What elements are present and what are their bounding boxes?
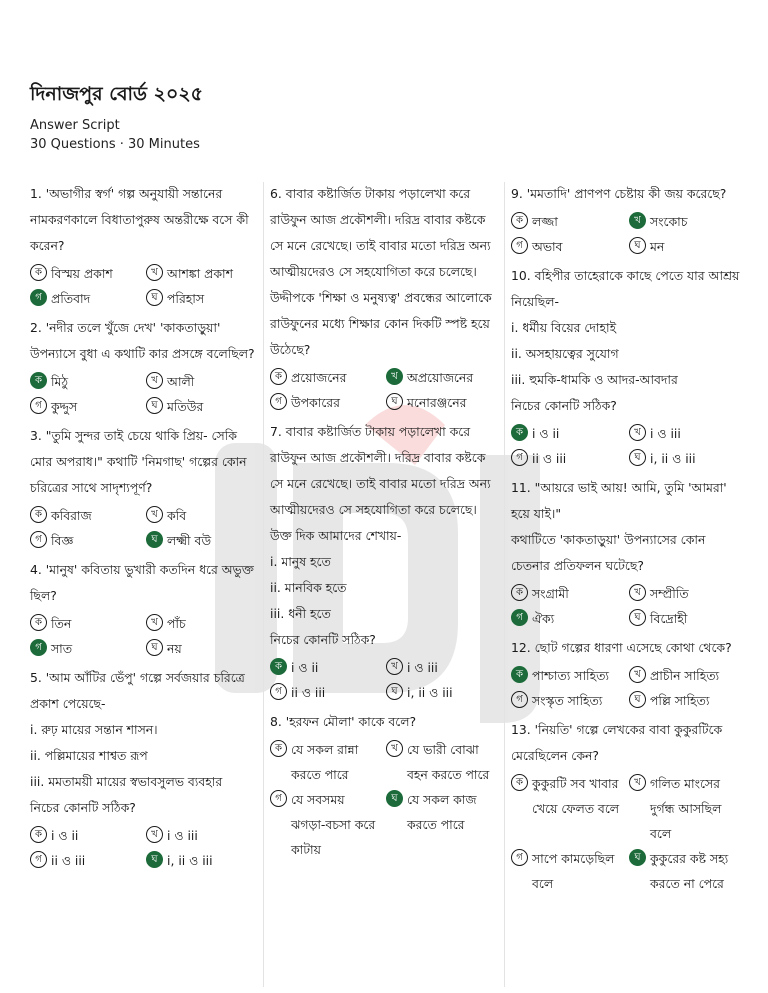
option-correct [629,846,743,896]
question-block [511,181,743,259]
option-badge: খ [146,826,163,843]
option-text: i, ii ও iii [407,685,453,700]
correct-answer-badge: ঘ [146,531,163,548]
correct-answer-badge: গ [511,609,528,626]
option-badge: ক [511,584,528,601]
page-title: দিনাজপুর বোর্ড ২০২৫ [30,83,204,105]
option-badge: গ [511,691,528,708]
option [30,528,142,553]
correct-answer-badge: খ [629,212,646,229]
option-text: ঐক্য [532,611,555,626]
option-text: অভাব [532,239,563,254]
option-text: ii ও iii [291,685,326,700]
option-text: লজ্জা [532,214,558,229]
option-badge: খ [629,424,646,441]
question-block [30,665,258,873]
option-text: i ও iii [407,660,438,675]
question-statement: উক্ত দিক আমাদের শেখায়- [270,528,402,543]
option-list [30,261,258,311]
option-correct [30,636,142,661]
option-badge: ক [30,264,47,281]
page-header [30,80,203,154]
option-list [511,581,743,631]
option-list [270,365,498,415]
option [270,680,382,705]
option-text: কুকুরটি সব খাবার খেয়ে ফেলত বলে [532,776,620,816]
option [629,234,743,259]
column-divider [504,182,505,987]
option [146,823,258,848]
question-statement: কথাটিতে 'কাকতাড়ুয়া' উপন্যাসের কোন চেতনার প্রতিফলন ঘটেছে? [511,532,706,573]
option-text: মনোরঞ্জনের [407,395,467,410]
question-statement: ii. অসহায়ত্বের সুযোগ [511,346,619,361]
option-correct [386,787,498,862]
option [146,369,258,394]
option-text: মিঠু [51,374,69,389]
question-block [30,557,258,661]
option-correct [511,606,625,631]
correct-answer-badge: ক [511,424,528,441]
option-text: প্রয়োজনের [291,370,347,385]
option-text: গলিত মাংসের দুর্গন্ধ আসছিল বলে [650,776,722,841]
option-text: i ও iii [650,426,681,441]
option-correct [511,421,625,446]
option-badge: গ [270,790,287,807]
question-text: 8. 'হরফন মৌলা' কাকে বলে? [270,714,417,729]
option-correct [386,365,498,390]
question-text: 10. বহিপীর তাহেরাকে কাছে পেতে যার আশ্রয় নিয়েছিল- [511,268,740,309]
option-badge: ক [270,740,287,757]
option [146,636,258,661]
question-text: 4. 'মানুষ' কবিতায় ভুখারী কতদিন ধরে অভুক্ত ছিল? [30,562,254,603]
option-text: i ও iii [167,828,198,843]
option-text: অপ্রয়োজনের [407,370,474,385]
option-text: ii ও iii [532,451,567,466]
option [386,390,498,415]
option [270,737,382,787]
option-text: যে সকল কাজ করতে পারে [407,792,477,832]
option-text: পল্লি সাহিত্য [650,693,710,708]
option-text: পাঁচ [167,616,186,631]
option-badge: ক [511,212,528,229]
question-statement: i. রুঢ় মায়ের সন্তান শাসন। [30,722,158,737]
question-statement: i. মানুষ হতে [270,554,331,569]
option-badge: ঘ [629,609,646,626]
option-badge: ঘ [146,639,163,656]
option-text: বিজ্ঞ [51,533,74,548]
option-list [511,209,743,259]
option [146,611,258,636]
question-statement: নিচের কোনটি সঠিক? [30,800,136,815]
option-badge: ঘ [629,691,646,708]
option [146,286,258,311]
option [386,737,498,787]
correct-answer-badge: গ [30,639,47,656]
question-text: 6. বাবার কষ্টার্জিত টাকায় পড়ালেখা করে রাউফুন আজ প্রকৌশলী। দরিদ্র বাবার কষ্টকে সে মনে রেখেছে। তাই বাবার মতো দরিদ্র অন্য আত্মীয়দেরও সে সহযোগিতা করে চলেছে। [270,186,491,279]
option-text: i, ii ও iii [167,853,213,868]
option [30,261,142,286]
question-text: 12. ছোট গল্পের ধারণা এসেছে কোথা থেকে? [511,640,732,655]
option-text: প্রতিবাদ [51,291,91,306]
correct-answer-badge: ঘ [146,851,163,868]
option-badge: খ [146,372,163,389]
option [270,787,382,862]
option [30,394,142,419]
option-text: ii ও iii [51,853,86,868]
option [270,365,382,390]
correct-answer-badge: ক [511,666,528,683]
option-badge: ক [30,826,47,843]
option-text: মতিউর [167,399,204,414]
option-text: মন [650,239,665,254]
option-badge: ঘ [629,449,646,466]
option-correct [30,286,142,311]
option [511,688,625,713]
option-badge: খ [146,614,163,631]
option-correct [146,848,258,873]
option-text: প্রাচীন সাহিত্য [650,668,720,683]
option-badge: খ [629,666,646,683]
option-correct [629,209,743,234]
option-badge: ক [270,368,287,385]
option-correct [511,663,625,688]
option-badge: গ [511,849,528,866]
option-badge: খ [629,774,646,791]
option [629,688,743,713]
option-badge: ক [511,774,528,791]
option-correct [146,528,258,553]
option-list [270,655,498,705]
option-text: আশঙ্কা প্রকাশ [167,266,233,281]
option-text: সংগ্রামী [532,586,569,601]
option-badge: গ [30,397,47,414]
option-badge: ক [30,614,47,631]
option-badge: গ [30,851,47,868]
question-text: 2. 'নদীর তলে খুঁজে দেখ' 'কাকতাড়ুয়া' উপন্যাসে বুধা এ কথাটি কার প্রসঙ্গে বলেছিল? [30,320,255,361]
option-badge: খ [386,658,403,675]
question-statement: iii. মমতাময়ী মায়ের স্বভাবসুলভ ব্যবহার [30,774,223,789]
question-statement: i. ধর্মীয় বিয়ের দোহাই [511,320,617,335]
option-list [511,771,743,896]
question-text: 7. বাবার কষ্টার্জিত টাকায় পড়ালেখা করে রাউফুন আজ প্রকৌশলী। দরিদ্র বাবার কষ্টকে সে মনে রেখেছে। তাই বাবার মতো দরিদ্র অন্য আত্মীয়দেরও সে সহযোগিতা করে চলেছে। [270,424,491,517]
option-list [511,663,743,713]
option-text: সম্প্রীতি [650,586,689,601]
option-text: সাত [51,641,73,656]
option-badge: ঘ [146,289,163,306]
question-text: 5. 'আম আঁটির ভেঁপু' গল্পে সর্বজয়ার চরিত্রে প্রকাশ পেয়েছে- [30,670,245,711]
question-block [270,419,498,705]
option-badge: খ [386,740,403,757]
question-statement: ii. পল্লিমায়ের শাশ্বত রূপ [30,748,148,763]
option-badge: গ [270,683,287,700]
option-text: i ও ii [532,426,560,441]
option [146,261,258,286]
option-badge: গ [270,393,287,410]
option-text: i, ii ও iii [650,451,696,466]
option [511,771,625,846]
option-text: পরিহাস [167,291,205,306]
option-text: লক্ষ্মী বউ [167,533,212,548]
option [146,503,258,528]
question-block [30,423,258,553]
option [146,394,258,419]
option-text: কুদ্দুস [51,399,78,414]
question-statement: ii. মানবিক হতে [270,580,347,595]
option-correct [30,369,142,394]
correct-answer-badge: ক [270,658,287,675]
option-text: তিন [51,616,72,631]
option-text: বিস্ময় প্রকাশ [51,266,113,281]
option [511,581,625,606]
option-text: কবি [167,508,187,523]
option-text: যে সকল রান্না করতে পারে [291,742,359,782]
option-list [30,823,258,873]
option-text: যে সবসময় ঝগড়া-বচসা করে কাটায় [291,792,376,857]
question-statement: iii. ধনী হতে [270,606,331,621]
question-block [511,263,743,471]
correct-answer-badge: ঘ [386,790,403,807]
page-subtitle: Answer Script [30,118,120,133]
option-badge: গ [511,237,528,254]
question-text: 3. "তুমি সুন্দর তাই চেয়ে থাকি প্রিয়- সেকি মোর অপরাধ।" কথাটি 'নিমগাছ' গল্পের কোন চরিত্রের সাথে সাদৃশ্যপূর্ণ? [30,428,247,495]
question-text: 13. 'নিয়তি' গল্পে লেখকের বাবা কুকুরটিকে মেরেছিলেন কেন? [511,722,723,763]
option-text: i ও ii [51,828,79,843]
option-badge: ক [30,506,47,523]
option [386,655,498,680]
option-list [511,421,743,471]
option [629,581,743,606]
option [30,503,142,528]
option-correct [270,655,382,680]
option [30,611,142,636]
option [270,390,382,415]
option [511,446,625,471]
option-badge: খ [146,264,163,281]
option-text: সংস্কৃত সাহিত্য [532,693,603,708]
option-badge: খ [146,506,163,523]
option-badge: খ [629,584,646,601]
option-list [270,737,498,862]
question-block [30,315,258,419]
option-badge: ঘ [386,683,403,700]
option [511,234,625,259]
option-list [30,369,258,419]
option-list [30,503,258,553]
option [511,846,625,896]
question-statement: নিচের কোনটি সঠিক? [511,398,617,413]
correct-answer-badge: খ [386,368,403,385]
option-text: পাশ্চাত্য সাহিত্য [532,668,609,683]
option-text: i ও ii [291,660,319,675]
question-text: 1. 'অভাগীর স্বর্গ' গল্প অনুযায়ী সন্তানের নামকরণকালে বিধাতাপুরুষ অন্তরীক্ষে বসে কী করেন? [30,186,249,253]
question-statement: নিচের কোনটি সঠিক? [270,632,376,647]
option-badge: গ [511,449,528,466]
exam-meta: 30 Questions · 30 Minutes [30,137,200,152]
column-2 [270,181,498,866]
option-text: আলী [167,374,195,389]
option-text: নয় [167,641,182,656]
option [629,446,743,471]
question-statement: উদ্দীপকে 'শিক্ষা ও মনুষ্যত্ব' প্রবন্ধের আলোকে রাউফুনের মধ্যে শিক্ষার কোন দিকটি স্পষ্ট হয়ে উঠেছে? [270,290,492,357]
option [629,606,743,631]
option [386,680,498,705]
option [511,209,625,234]
correct-answer-badge: গ [30,289,47,306]
option [629,663,743,688]
column-1 [30,181,258,877]
correct-answer-badge: ক [30,372,47,389]
question-block [270,709,498,862]
question-block [30,181,258,311]
option-text: কবিরাজ [51,508,92,523]
question-statement: iii. হুমকি-ধামকি ও আদর-আবদার [511,372,678,387]
option-list [30,611,258,661]
correct-answer-badge: ঘ [629,849,646,866]
option [30,848,142,873]
option [30,823,142,848]
option-text: সাপে কামড়েছিল বলে [532,851,615,891]
option [629,421,743,446]
option-text: বিদ্রোহী [650,611,688,626]
question-block [511,635,743,713]
option-badge: ঘ [386,393,403,410]
question-block [511,475,743,631]
option-badge: গ [30,531,47,548]
option-text: সংকোচ [650,214,688,229]
option-text: উপকারের [291,395,340,410]
question-text: 11. "আয়রে ভাই আয়! আমি, তুমি 'আমরা' হয়ে যাই।" [511,480,727,521]
option-badge: ঘ [629,237,646,254]
question-text: 9. 'মমতাদি' প্রাণপণ চেষ্টায় কী জয় করেছে? [511,186,727,201]
column-3 [511,181,743,900]
question-block [511,717,743,896]
column-divider [263,182,264,987]
question-block [270,181,498,415]
option [629,771,743,846]
option-text: কুকুরের কষ্ট সহ্য করতে না পেরে [650,851,729,891]
option-text: যে ভারী বোঝা বহন করতে পারে [407,742,490,782]
option-badge: ঘ [146,397,163,414]
